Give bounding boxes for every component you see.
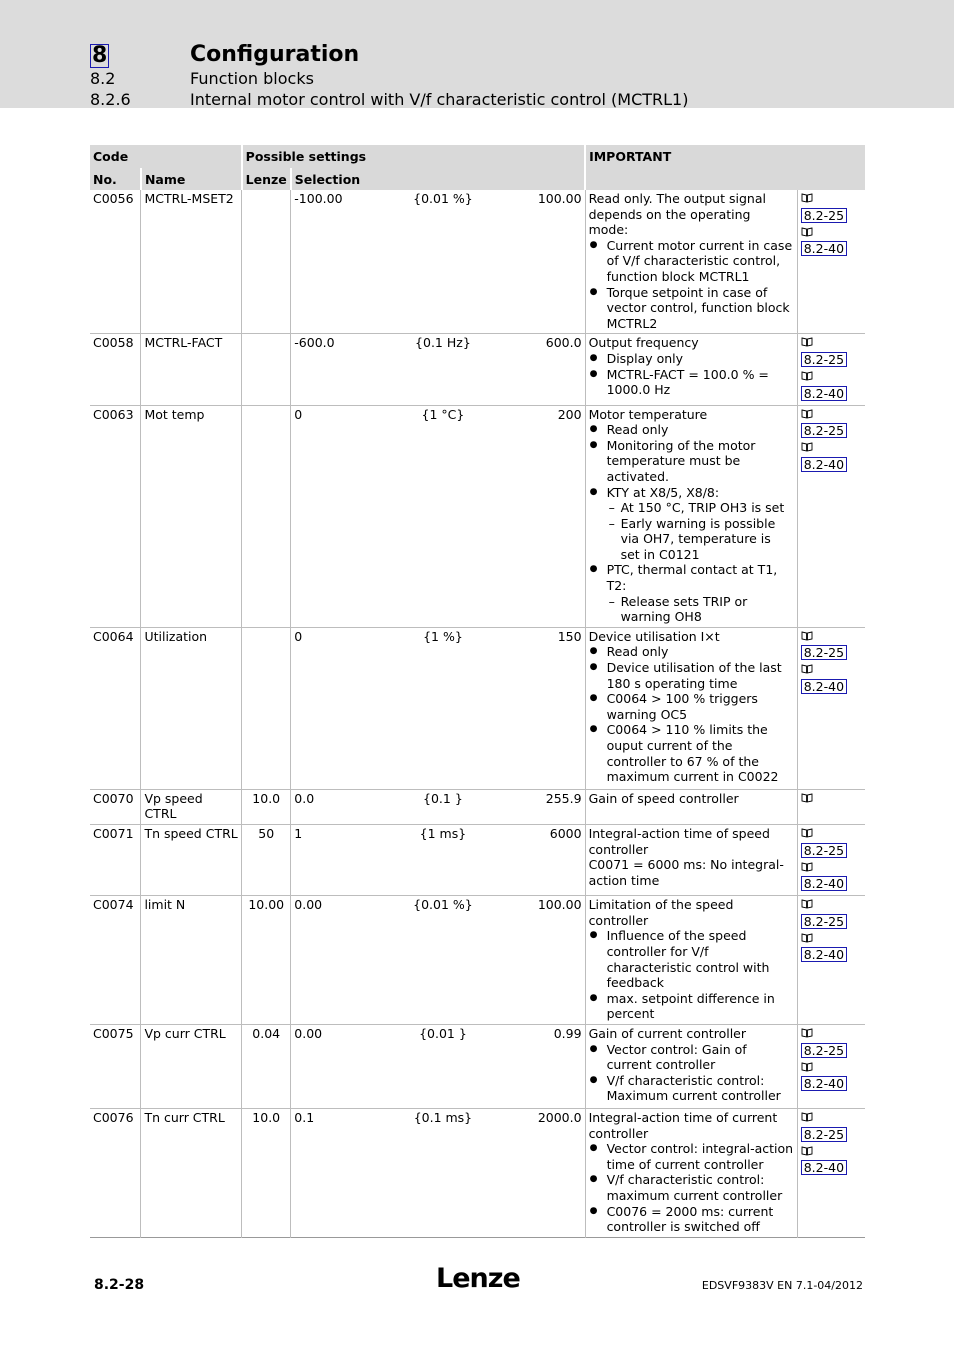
book-icon	[801, 1062, 813, 1075]
cell-code-no: C0058	[93, 335, 134, 351]
selection-range	[294, 407, 581, 423]
important-intro: Integral-action time of speed controller	[588, 826, 770, 857]
important-intro: Gain of speed controller	[588, 790, 739, 806]
table-body	[90, 190, 865, 1237]
bullet-text: C0064 > 110 % limits the ouput current of the controller to 67 % of the maximum current in C0022	[606, 722, 779, 785]
cell-important	[585, 825, 797, 896]
selection-max: 2000.0	[537, 1109, 582, 1125]
selection-max: 100.00	[537, 191, 582, 206]
bullet-text: C0076 = 2000 ms: current controller is switched off	[606, 1203, 774, 1235]
selection-range	[294, 629, 581, 645]
cell-selection	[291, 190, 585, 334]
bullet-text: Read only	[606, 422, 669, 438]
selection-min: 0	[294, 406, 303, 422]
selection-min: 0.00	[294, 897, 323, 913]
selection-max: 100.00	[537, 897, 582, 913]
book-icon	[801, 933, 813, 946]
bullet-text: Vector control: Gain of current controller	[606, 1041, 747, 1073]
book-icon	[801, 1112, 813, 1125]
document-id: EDSVF9383V EN 7.1-04/2012	[701, 1279, 863, 1292]
book-icon	[801, 371, 813, 384]
book-icon	[801, 664, 813, 677]
cell-code-no: C0075	[93, 1025, 134, 1041]
cell-name: Tn curr CTRL	[141, 1108, 242, 1237]
page-reference-link[interactable]: 8.2-40	[801, 1160, 847, 1175]
page-reference-link[interactable]: 8.2-40	[801, 1076, 847, 1091]
table-row	[90, 334, 865, 405]
cell-important	[585, 627, 797, 789]
bullet-text: PTC, thermal contact at T1, T2:	[606, 562, 778, 594]
page-reference-link[interactable]: 8.2-25	[801, 914, 847, 929]
bullet-list	[589, 351, 794, 398]
cell-important	[585, 896, 797, 1025]
page-reference-link[interactable]: 8.2-40	[801, 679, 847, 694]
bullet-list	[589, 644, 794, 784]
selection-unit: {0.01 }	[419, 1025, 467, 1041]
cell-name: Vp curr CTRL	[141, 1024, 242, 1108]
book-icon	[801, 193, 813, 206]
important-intro: Output frequency	[588, 335, 699, 351]
cell-references	[797, 334, 865, 405]
bullet-item	[589, 644, 794, 660]
book-icon	[801, 442, 813, 455]
selection-unit: {0.01 %}	[413, 897, 473, 913]
selection-max: 6000	[549, 826, 582, 842]
bullet-list	[589, 422, 794, 625]
page-reference-link[interactable]: 8.2-25	[801, 423, 847, 438]
cell-references	[797, 405, 865, 627]
cell-references	[797, 190, 865, 334]
cell-selection	[291, 1024, 585, 1108]
cell-code-no: C0056	[93, 191, 134, 206]
bullet-item	[589, 367, 794, 398]
cell-selection	[291, 1108, 585, 1237]
cell-important	[585, 789, 797, 824]
header-important: IMPORTANT	[585, 145, 865, 190]
page-reference-link[interactable]: 8.2-25	[801, 1127, 847, 1142]
cell-lenze: 50	[242, 825, 291, 896]
bullet-list	[589, 1042, 794, 1104]
page-reference-link[interactable]: 8.2-25	[801, 1043, 847, 1058]
selection-min: 0.0	[294, 790, 315, 806]
cell-code-no: C0074	[93, 897, 134, 913]
table-row	[90, 627, 865, 789]
selection-unit: {0.1 Hz}	[415, 335, 471, 351]
page-reference-link[interactable]: 8.2-40	[801, 947, 847, 962]
important-intro: Device utilisation I×t	[588, 628, 720, 644]
page-reference-link[interactable]: 8.2-40	[801, 241, 847, 256]
bullet-text: Display only	[606, 350, 684, 366]
table-row	[90, 190, 865, 334]
important-intro: Limitation of the speed controller	[588, 897, 734, 928]
section-title: Function blocks	[190, 69, 314, 88]
bullet-item	[589, 562, 794, 624]
page-number: 8.2-28	[94, 1277, 145, 1293]
table-row	[90, 825, 865, 896]
bullet-item	[589, 928, 794, 990]
selection-max: 150	[557, 628, 582, 644]
cell-code-no: C0064	[93, 628, 134, 644]
selection-unit: {1 %}	[423, 628, 463, 644]
cell-selection	[291, 789, 585, 824]
book-icon	[801, 899, 813, 912]
chapter-title: Configuration	[190, 42, 360, 67]
cell-name: Utilization	[141, 627, 242, 789]
selection-max: 0.99	[553, 1025, 582, 1041]
cell-references	[797, 627, 865, 789]
selection-min: -100.00	[294, 191, 343, 206]
header-possible-settings: Possible settings	[242, 145, 585, 168]
selection-max: 255.9	[545, 790, 582, 806]
cell-lenze: 10.00	[242, 896, 291, 1025]
bullet-item	[589, 285, 794, 332]
bullet-item	[589, 1042, 794, 1073]
book-icon	[801, 631, 813, 644]
cell-important	[585, 405, 797, 627]
bullet-text: KTY at X8/5, X8/8:	[606, 484, 720, 500]
book-icon	[801, 227, 813, 240]
selection-max: 200	[557, 406, 582, 422]
cell-name: Vp speed CTRL	[141, 789, 242, 824]
cell-important	[585, 190, 797, 334]
selection-range	[294, 1026, 581, 1042]
bullet-item	[589, 1073, 794, 1104]
chapter-number[interactable]: 8	[92, 43, 108, 68]
parameter-table	[90, 145, 865, 1238]
cell-references	[797, 789, 865, 824]
bullet-item	[589, 1172, 794, 1203]
cell-references	[797, 825, 865, 896]
bullet-item	[589, 691, 794, 722]
book-icon	[801, 862, 813, 875]
page-reference-link[interactable]: 8.2-40	[801, 876, 847, 891]
cell-references	[797, 896, 865, 1025]
selection-range	[294, 897, 581, 913]
cell-important	[585, 1024, 797, 1108]
bullet-item	[589, 1204, 794, 1235]
bullet-item	[589, 351, 794, 367]
bullet-text: max. setpoint difference in percent	[606, 990, 775, 1022]
bullet-text: Current motor current in case of V/f characteristic control, function block MCTRL1	[606, 237, 793, 284]
table-row	[90, 789, 865, 824]
page-reference-link[interactable]: 8.2-25	[801, 208, 847, 223]
book-icon	[801, 793, 813, 806]
section-number: 8.2	[90, 69, 116, 88]
book-icon	[801, 409, 813, 422]
bullet-item	[589, 238, 794, 285]
selection-min: 0.00	[294, 1025, 323, 1041]
bullet-item	[589, 722, 794, 784]
cell-lenze: 0.04	[242, 1024, 291, 1108]
bullet-item	[589, 660, 794, 691]
bullet-text: Vector control: integral-action time of current controller	[606, 1141, 794, 1172]
cell-selection	[291, 405, 585, 627]
bullet-list	[589, 238, 794, 332]
bullet-item	[589, 422, 794, 438]
bullet-text: Monitoring of the motor temperature must be activated.	[606, 437, 756, 484]
cell-lenze: 10.0	[242, 789, 291, 824]
selection-range	[294, 826, 581, 842]
cell-name: MCTRL-FACT	[141, 334, 242, 405]
bullet-text: Read only	[606, 644, 669, 660]
book-icon	[801, 1028, 813, 1041]
page-reference-link[interactable]: 8.2-25	[801, 645, 847, 660]
selection-range	[294, 191, 581, 207]
cell-important	[585, 334, 797, 405]
important-intro: Read only. The output signal depends on the operating mode:	[588, 191, 766, 238]
selection-range	[294, 791, 581, 807]
bullet-text: Device utilisation of the last 180 s operating time	[606, 660, 782, 691]
cell-references	[797, 1108, 865, 1237]
selection-unit: {0.1 ms}	[413, 1109, 473, 1125]
page-reference-link[interactable]: 8.2-40	[801, 457, 847, 472]
cell-selection	[291, 334, 585, 405]
selection-unit: {1 °C}	[421, 406, 465, 422]
table-row	[90, 405, 865, 627]
header-selection: Selection	[291, 168, 585, 190]
selection-range	[294, 1110, 581, 1126]
page-reference-link[interactable]: 8.2-25	[801, 843, 847, 858]
book-icon	[801, 1146, 813, 1159]
bullet-text: C0064 > 100 % triggers warning OC5	[606, 691, 758, 722]
bullet-item	[589, 1141, 794, 1172]
book-icon	[801, 828, 813, 841]
subsection-title: Internal motor control with V/f characteristic control (MCTRL1)	[190, 90, 689, 109]
dash-item: – Release sets TRIP or warning OH8	[607, 594, 794, 625]
page-reference-link[interactable]: 8.2-25	[801, 352, 847, 367]
cell-references	[797, 1024, 865, 1108]
cell-lenze	[242, 334, 291, 405]
selection-max: 600.0	[545, 335, 582, 351]
bullet-item	[589, 991, 794, 1022]
cell-name: limit N	[141, 896, 242, 1025]
cell-code-no: C0070	[93, 790, 134, 806]
selection-min: 1	[294, 826, 303, 842]
cell-lenze	[242, 190, 291, 334]
bullet-item	[589, 485, 794, 563]
cell-selection	[291, 896, 585, 1025]
header-no: No.	[90, 168, 141, 190]
page-reference-link[interactable]: 8.2-40	[801, 386, 847, 401]
bullet-text: MCTRL-FACT = 100.0 % = 1000.0 Hz	[606, 366, 769, 398]
bullet-text: Influence of the speed controller for V/f characteristic control with feedback	[606, 928, 770, 991]
cell-name: Mot temp	[141, 405, 242, 627]
lenze-logo: Lenze	[436, 1263, 520, 1294]
cell-selection	[291, 825, 585, 896]
selection-min: 0.1	[294, 1109, 315, 1125]
cell-code-no: C0071	[93, 826, 134, 842]
table-row	[90, 1024, 865, 1108]
important-intro: Integral-action time of current controller	[588, 1109, 778, 1141]
dash-item: – Early warning is possible via OH7, temperature is set in C0121	[607, 516, 794, 563]
bullet-text: Torque setpoint in case of vector control, function block MCTRL2	[606, 284, 790, 331]
cell-code-no: C0063	[93, 406, 134, 422]
dash-list	[607, 500, 794, 562]
header-lenze: Lenze	[242, 168, 291, 190]
important-note: C0071 = 6000 ms: No integral-action time	[588, 857, 784, 888]
cell-name: Tn speed CTRL	[141, 825, 242, 896]
cell-important	[585, 1108, 797, 1237]
cell-lenze	[242, 405, 291, 627]
bullet-list	[589, 928, 794, 1022]
subsection-number: 8.2.6	[90, 90, 131, 109]
cell-selection	[291, 627, 585, 789]
cell-code-no: C0076	[93, 1109, 134, 1125]
important-intro: Gain of current controller	[588, 1025, 746, 1041]
important-intro: Motor temperature	[588, 406, 708, 422]
selection-unit: {0.01 %}	[413, 191, 473, 206]
bullet-item	[589, 438, 794, 485]
dash-item: – At 150 °C, TRIP OH3 is set	[607, 500, 794, 516]
cell-lenze	[242, 627, 291, 789]
header-name: Name	[141, 168, 242, 190]
cell-lenze: 10.0	[242, 1108, 291, 1237]
selection-min: 0	[294, 628, 303, 644]
book-icon	[801, 337, 813, 350]
selection-min: -600.0	[294, 335, 335, 351]
selection-unit: {1 ms}	[419, 826, 467, 842]
bullet-text: V/f characteristic control: maximum current controller	[606, 1172, 783, 1203]
dash-list	[607, 594, 794, 625]
header-code: Code	[90, 145, 242, 168]
selection-unit: {0.1 }	[423, 790, 463, 806]
bullet-list	[589, 1141, 794, 1235]
selection-range	[294, 335, 581, 351]
table-row	[90, 896, 865, 1025]
cell-name: MCTRL-MSET2	[141, 190, 242, 334]
bullet-text: V/f characteristic control: Maximum current controller	[606, 1072, 781, 1104]
table-row	[90, 1108, 865, 1237]
